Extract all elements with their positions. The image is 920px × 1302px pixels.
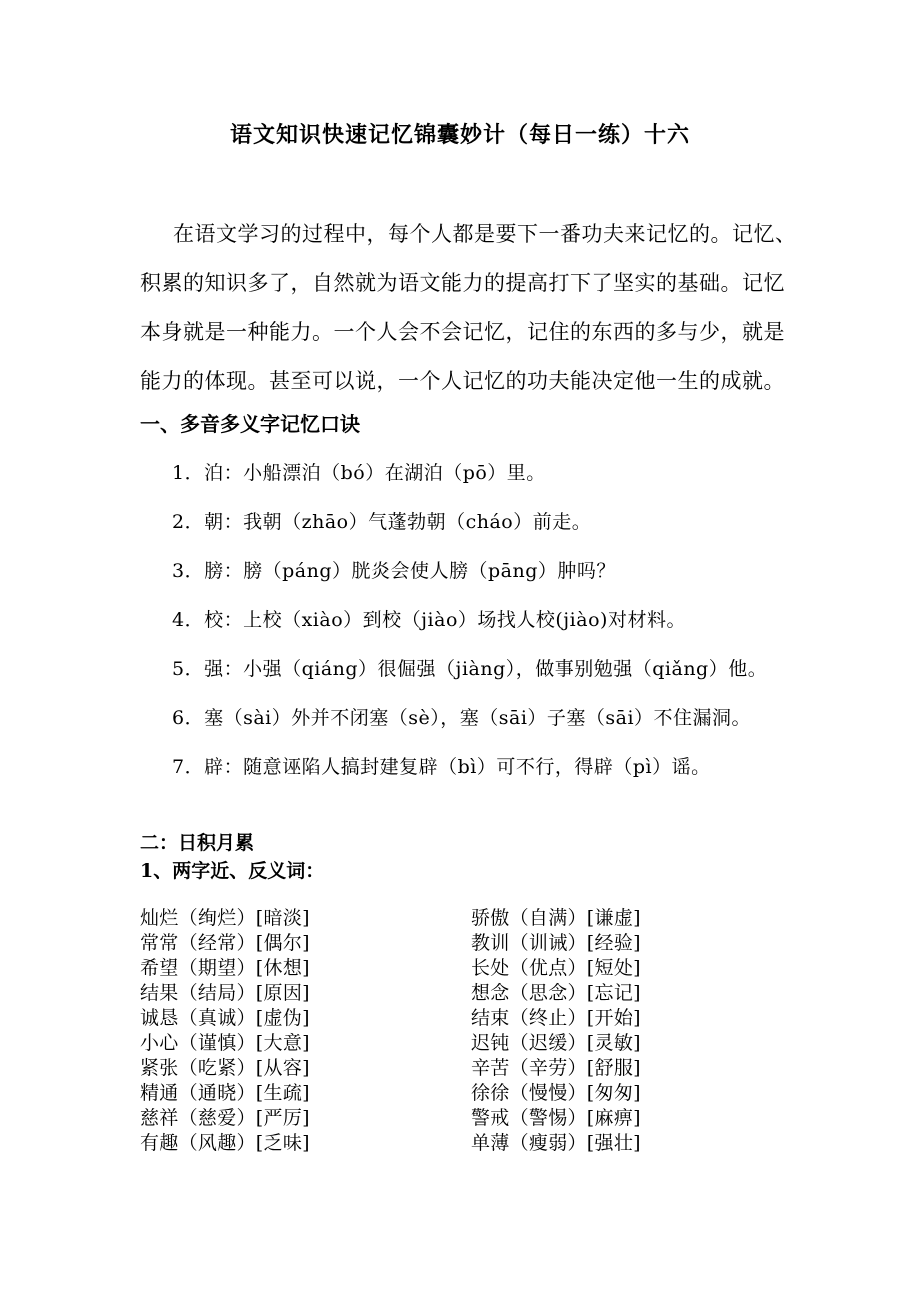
list-item: 5．强：小强（qiáng）很倔强（jiàng），做事别勉强（qiǎng）他。 bbox=[172, 658, 768, 680]
word-list-right bbox=[471, 906, 641, 1156]
list-item: 单薄（瘦弱）[强壮] bbox=[471, 1132, 641, 1154]
section1-heading: 一、多音多义字记忆口诀 bbox=[140, 412, 360, 436]
list-item: 7．辟：随意诬陷人搞封建复辟（bì）可不行，得辟（pì）谣。 bbox=[172, 756, 711, 778]
intro-paragraph: 在语文学习的过程中，每个人都是要下一番功夫来记忆的。记忆、积累的知识多了，自然就为语文能力的提高打下了坚实的基础。记忆本身就是一种能力。一个人会不会记忆，记住的东西的多与少，就是能力的体现。甚至可以说，一个人记忆的功夫能决定他一生的成就。 bbox=[140, 222, 797, 393]
list-item: 结束（终止）[开始] bbox=[471, 1007, 641, 1029]
document-title: 语文知识快速记忆锦囊妙计（每日一练）十六 bbox=[229, 122, 690, 148]
list-item: 结果（结局）[原因] bbox=[140, 982, 310, 1004]
list-item: 慈祥（慈爱）[严厉] bbox=[140, 1107, 310, 1129]
section2-heading: 二：日积月累 bbox=[140, 832, 255, 854]
list-item: 4．校：上校（xiào）到校（jiào）场找人校(jiào)对材料。 bbox=[172, 609, 686, 631]
list-item: 希望（期望）[休想] bbox=[140, 957, 310, 979]
list-item: 紧张（吃紧）[从容] bbox=[140, 1057, 310, 1079]
list-item: 有趣（风趣）[乏味] bbox=[140, 1132, 310, 1154]
list-item: 迟钝（迟缓）[灵敏] bbox=[471, 1032, 641, 1054]
list-item: 小心（谨慎）[大意] bbox=[140, 1032, 310, 1054]
list-item: 长处（优点）[短处] bbox=[471, 957, 641, 979]
list-item: 灿烂（绚烂）[暗淡] bbox=[140, 907, 310, 929]
list-item: 警戒（警惕）[麻痹] bbox=[471, 1107, 641, 1129]
list-item: 常常（经常）[偶尔] bbox=[140, 932, 310, 954]
list-item: 想念（思念）[忘记] bbox=[471, 982, 641, 1004]
list-item: 3．膀：膀（páng）胱炎会使人膀（pāng）肿吗？ bbox=[172, 560, 616, 582]
list-item: 精通（通晓）[生疏] bbox=[140, 1082, 310, 1104]
list-item: 2．朝：我朝（zhāo）气蓬勃朝（cháo）前走。 bbox=[172, 511, 592, 533]
word-list-left bbox=[140, 906, 310, 1156]
list-item: 教训（训诫）[经验] bbox=[471, 932, 641, 954]
list-item: 徐徐（慢慢）[匆匆] bbox=[471, 1082, 641, 1104]
list-item: 骄傲（自满）[谦虚] bbox=[471, 907, 641, 929]
list-item: 6．塞（sài）外并不闭塞（sè），塞（sāi）子塞（sāi）不住漏洞。 bbox=[172, 707, 752, 729]
polyphone-list bbox=[172, 451, 767, 794]
list-item: 辛苦（辛劳）[舒服] bbox=[471, 1057, 641, 1079]
list-item: 诚恳（真诚）[虚伪] bbox=[140, 1007, 310, 1029]
list-item: 1．泊：小船漂泊（bó）在湖泊（pō）里。 bbox=[172, 462, 546, 484]
section2-subheading: 1、两字近、反义词： bbox=[140, 860, 325, 882]
